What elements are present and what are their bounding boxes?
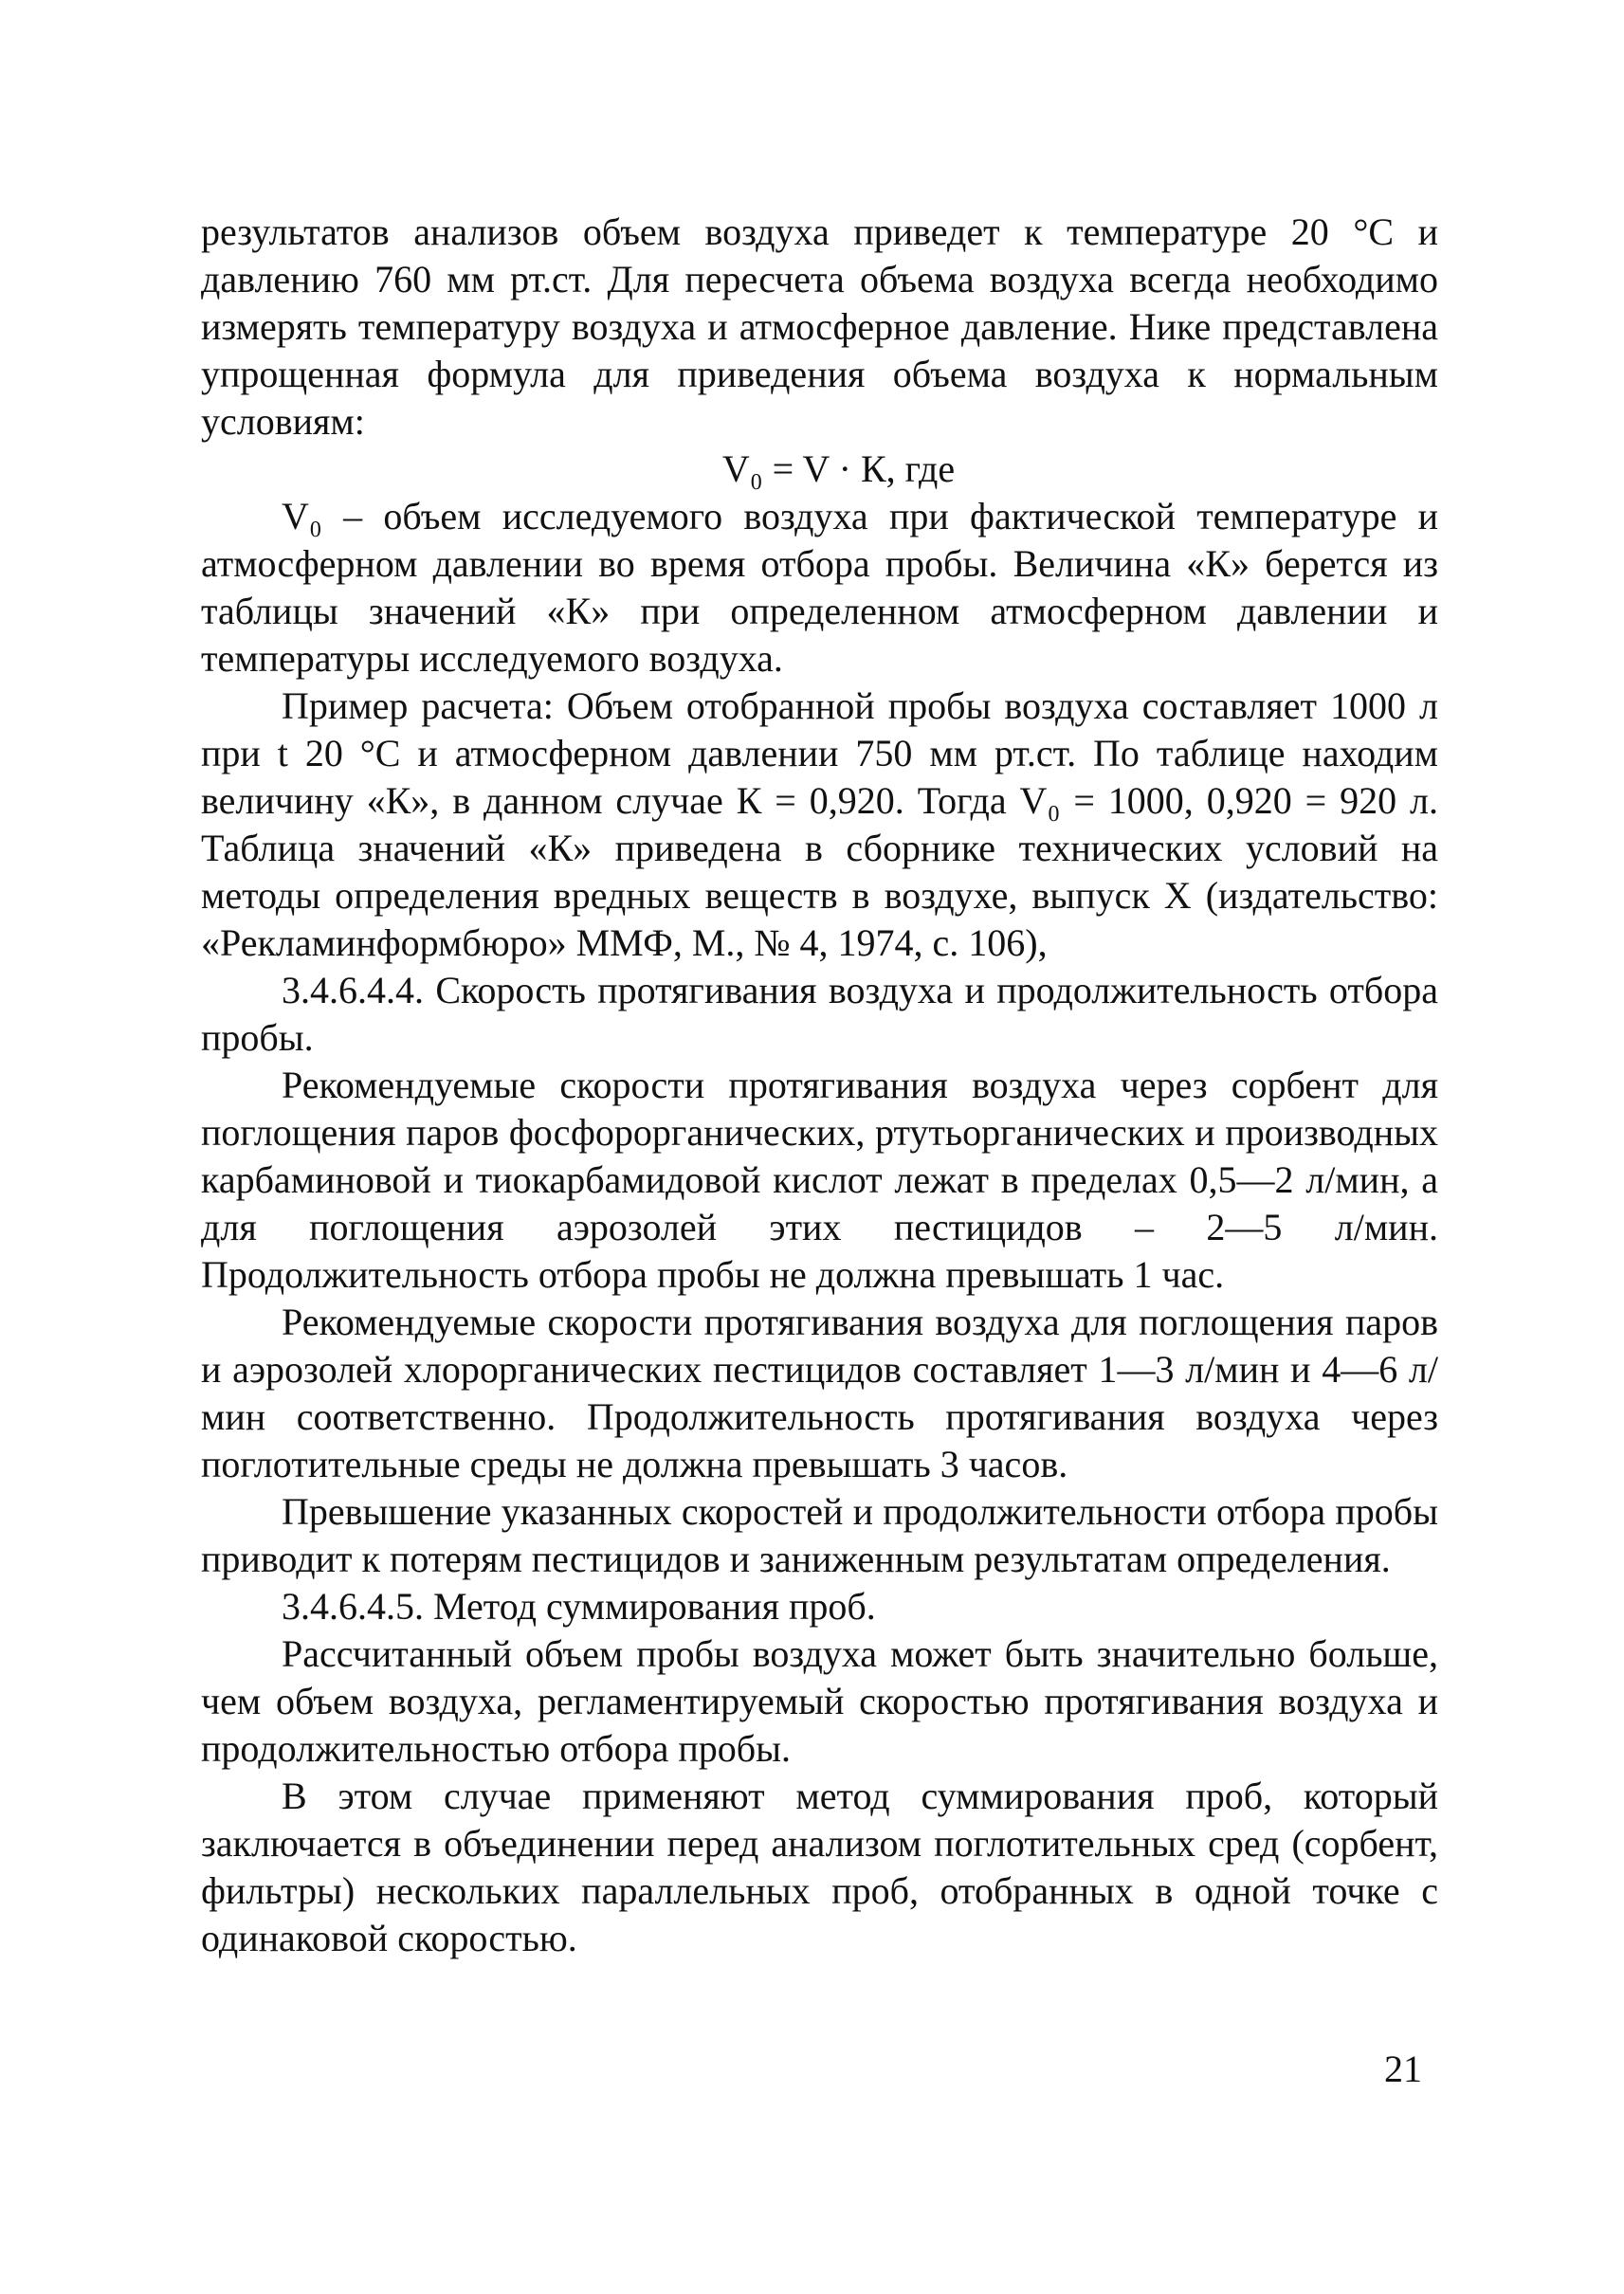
paragraph-recommended-speeds-2: Рекомендуемые скорости протягивания воздуха для поглощения паров и аэрозолей хлорорганических пестицидов составляет 1—3 л/мин и 4—6 л/мин соответственно. Продолжительность протягивания воздуха через поглотительные среды не должна превышать 3 часов. xyxy=(201,1301,1438,1485)
paragraph-calculation-example: Пример расчета: Объем отобранной пробы воздуха составляет 1000 л при t 20 °С и атмосферном давлении 750 мм рт.ст. По таблице находим величину «К», в данном случае К = 0,920. Тогда V₀ = 1000, 0,920 = 920 л. Таблица значений «К» приведена в сборнике технических условий на методы определения вредных веществ в воздухе, выпуск X (издательство: «Рекламинформбюро» ММФ, М., № 4, 1974, с. 106), xyxy=(201,684,1438,964)
paragraph-recommended-speeds-1: Рекомендуемые скорости протягивания воздуха через сорбент для поглощения паров фосфорорганических, ртутьорганических и производных карбаминовой и тиокарбамидовой кислот лежат в пределах 0,5—2 л/мин, а для поглощения аэрозолей этих пестицидов – 2—5 л/мин. Продолжительность отбора пробы не должна превышать 1 час. xyxy=(201,1064,1438,1296)
paragraph-intro: результатов анализов объем воздуха приведет к температуре 20 °С и давлению 760 мм рт.ст. Для пересчета объема воздуха всегда необходимо измерять температуру воздуха и атмосферное давление. Нике представлена упрощенная формула для приведения объема воздуха к нормальным условиям: xyxy=(201,210,1438,443)
page-body xyxy=(201,209,1438,1962)
paragraph-calculated-volume: Рассчитанный объем пробы воздуха может быть значительно больше, чем объем воздуха, регламентируемый скоростью протягивания воздуха и продолжительностью отбора пробы. xyxy=(201,1632,1438,1770)
paragraph-exceeding-limits: Превышение указанных скоростей и продолжительности отбора пробы приводит к потерям пестицидов и заниженным результатам определения. xyxy=(201,1490,1438,1580)
paragraph-v0-definition: V₀ – объем исследуемого воздуха при фактической температуре и атмосферном давлении во время отбора пробы. Величина «К» берется из таблицы значений «К» при определенном атмосферном давлении и температуры исследуемого воздуха. xyxy=(201,495,1438,680)
section-heading-3-4-6-4-4: 3.4.6.4.4. Скорость протягивания воздуха и продолжительность отбора пробы. xyxy=(201,969,1438,1059)
page-number: 21 xyxy=(1384,2048,1422,2090)
paragraph-summation-method: В этом случае применяют метод суммирования проб, который заключается в объединении перед анализом поглотительных сред (сорбент, фильтры) нескольких параллельных проб, отобранных в одной точке с одинаковой скоростью. xyxy=(201,1775,1438,1959)
section-heading-3-4-6-4-5: 3.4.6.4.5. Метод суммирования проб. xyxy=(282,1585,876,1628)
formula: V₀ = V · К, где xyxy=(721,447,956,490)
